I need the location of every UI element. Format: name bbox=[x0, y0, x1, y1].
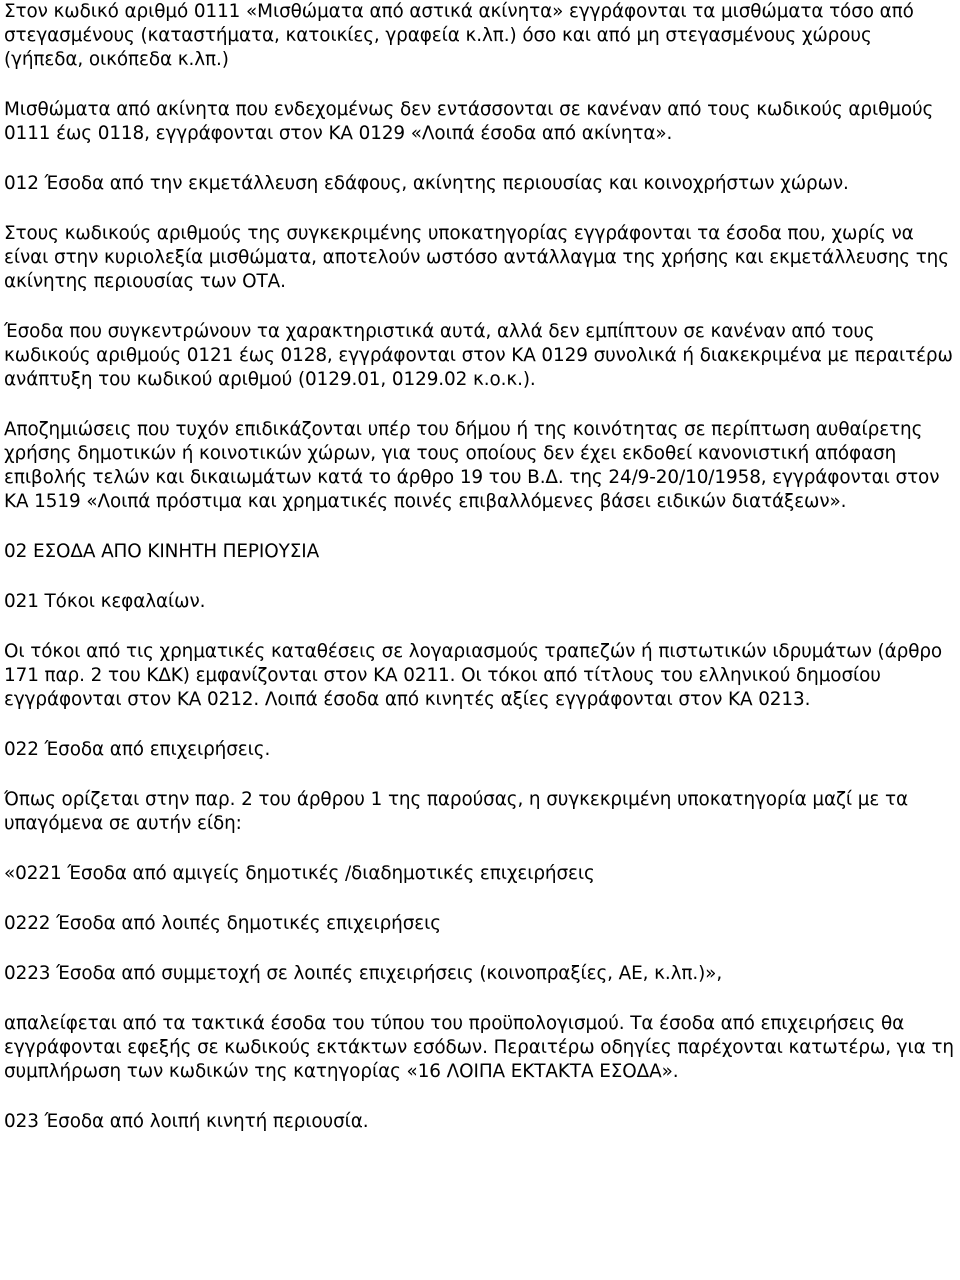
list-item-0221: «0221 Έσοδα από αμιγείς δημοτικές /διαδημοτικές επιχειρήσεις bbox=[4, 863, 595, 884]
paragraph-interest: Οι τόκοι από τις χρηματικές καταθέσεις σε λογαριασμούς τραπεζών ή πιστωτικών ιδρυμάτων (άρθρο 171 παρ. 2 του ΚΔΚ) εμφανίζονται στον ΚΑ 0211. Οι τόκοι από τίτλους του ελληνικού δημοσίου εγγράφονται στον ΚΑ 0212. Λοιπά έσοδα από κινητές αξίες εγγράφονται στον ΚΑ 0213. bbox=[4, 641, 943, 710]
heading-021: 021 Τόκοι κεφαλαίων. bbox=[4, 591, 206, 612]
heading-02: 02 ΕΣΟΔΑ ΑΠΟ ΚΙΝΗΤΗ ΠΕΡΙΟΥΣΙΑ bbox=[4, 541, 320, 562]
heading-012: 012 Έσοδα από την εκμετάλλευση εδάφους, ακίνητης περιουσίας και κοινοχρήστων χώρων. bbox=[4, 173, 849, 194]
paragraph-012-description: Στους κωδικούς αριθμούς της συγκεκριμένης υποκατηγορίας εγγράφονται τα έσοδα που, χωρίς να είναι στην κυριολεξία μισθώματα, αποτελούν ωστόσο αντάλλαγμα της χρήσης και εκμετάλλευσης της ακίνητης περιουσίας των ΟΤΑ. bbox=[4, 223, 949, 292]
paragraph-012-other: Έσοδα που συγκεντρώνουν τα χαρακτηριστικά αυτά, αλλά δεν εμπίπτουν σε κανέναν από τους κωδικούς αριθμούς 0121 έως 0128, εγγράφονται στον ΚΑ 0129 συνολικά ή διακεκριμένα με περαιτέρω ανάπτυξη του κωδικού αριθμού (0129.01, 0129.02 κ.ο.κ.). bbox=[4, 321, 953, 390]
paragraph-compensation: Αποζημιώσεις που τυχόν επιδικάζονται υπέρ του δήμου ή της κοινότητας σε περίπτωση αυθαίρετης χρήσης δημοτικών ή κοινοτικών χώρων, για τους οποίους δεν έχει εκδοθεί κανονιστική απόφαση επιβολής τελών και δικαιωμάτων κατά το άρθρο 19 του Β.Δ. της 24/9-20/10/1958, εγγράφονται στον ΚΑ 1519 «Λοιπά πρόστιμα και χρηματικές ποινές επιβαλλόμενες βάσει ειδικών διατάξεων». bbox=[4, 419, 940, 512]
paragraph-022-intro: Όπως ορίζεται στην παρ. 2 του άρθρου 1 της παρούσας, η συγκεκριμένη υποκατηγορία μαζί με τα υπαγόμενα σε αυτήν είδη: bbox=[4, 789, 908, 834]
heading-023: 023 Έσοδα από λοιπή κινητή περιουσία. bbox=[4, 1111, 369, 1132]
paragraph-022-removal: απαλείφεται από τα τακτικά έσοδα του τύπου του προϋπολογισμού. Τα έσοδα από επιχειρήσεις θα εγγράφονται εφεξής σε κωδικούς εκτάκτων εσόδων. Περαιτέρω οδηγίες παρέχονται κατωτέρω, για τη συμπλήρωση των κωδικών της κατηγορίας «16 ΛΟΙΠΑ ΕΚΤΑΚΤΑ ΕΣΟΔΑ». bbox=[4, 1013, 954, 1082]
heading-022: 022 Έσοδα από επιχειρήσεις. bbox=[4, 739, 271, 760]
list-item-0223: 0223 Έσοδα από συμμετοχή σε λοιπές επιχειρήσεις (κοινοπραξίες, ΑΕ, κ.λπ.)», bbox=[4, 963, 723, 984]
list-item-0222: 0222 Έσοδα από λοιπές δημοτικές επιχειρήσεις bbox=[4, 913, 441, 934]
paragraph-rent-0129: Μισθώματα από ακίνητα που ενδεχομένως δεν εντάσσονται σε κανέναν από τους κωδικούς αριθμούς 0111 έως 0118, εγγράφονται στον ΚΑ 0129 «Λοιπά έσοδα από ακίνητα». bbox=[4, 99, 934, 144]
paragraph-rent-0111: Στον κωδικό αριθμό 0111 «Μισθώματα από αστικά ακίνητα» εγγράφονται τα μισθώματα τόσο από στεγασμένους (καταστήματα, κατοικίες, γραφεία κ.λπ.) όσο και από μη στεγασμένους χώρους (γήπεδα, οικόπεδα κ.λπ.) bbox=[4, 1, 914, 70]
